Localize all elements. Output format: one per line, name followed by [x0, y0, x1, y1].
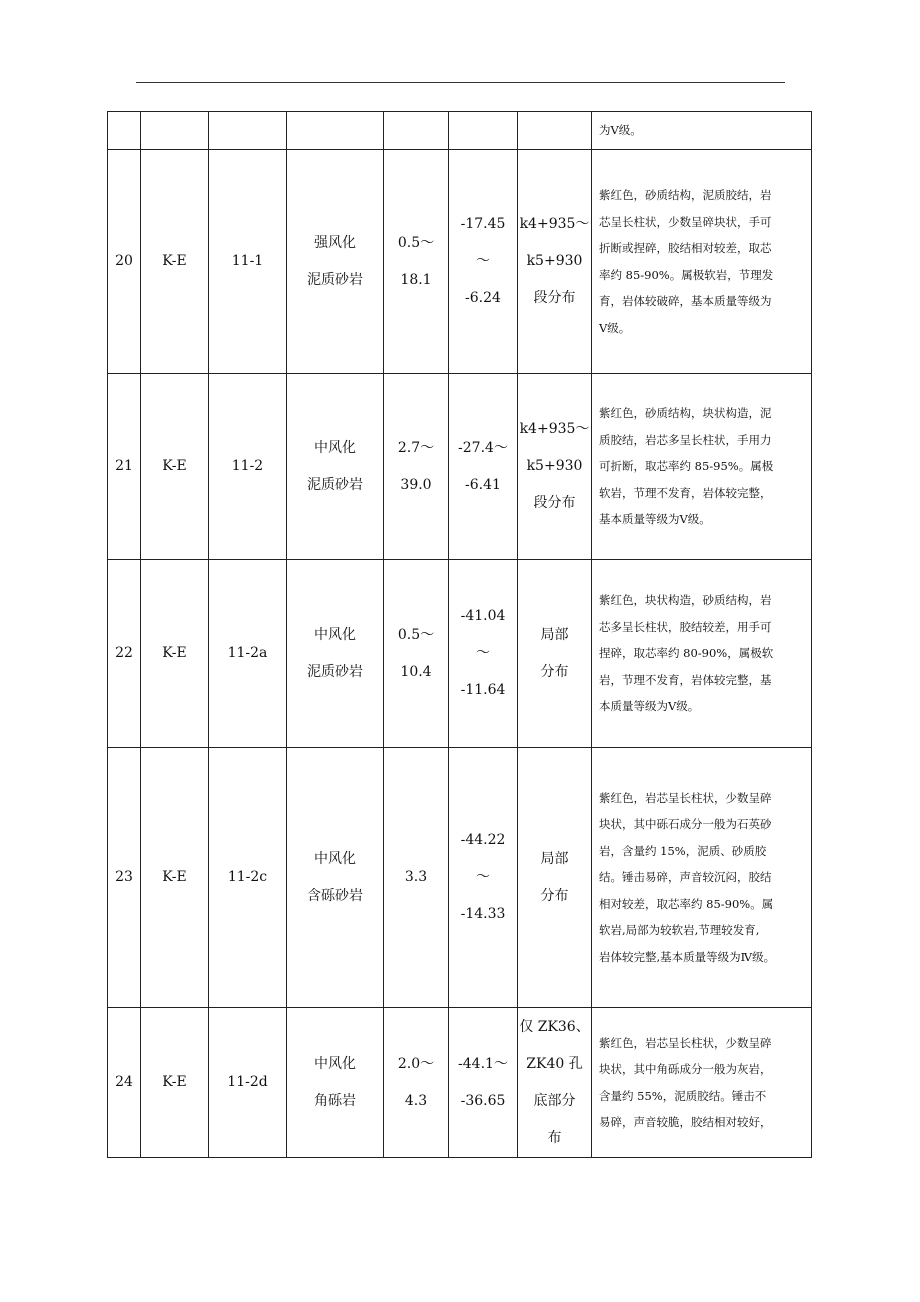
distribution-line: 段分布: [533, 290, 576, 306]
elevation-line: ～: [476, 869, 490, 885]
distribution-line: 分布: [540, 887, 569, 904]
elevation-cell: [449, 560, 518, 748]
description-line: 块状，其中角砾成分一般为灰岩，: [599, 1062, 772, 1076]
elevation-line: -14.33: [460, 906, 506, 922]
row-number-cell: 24: [108, 1008, 141, 1158]
distribution-cell: [518, 112, 592, 150]
table-row: [108, 112, 812, 150]
row-number-cell: 20: [108, 150, 141, 374]
description-line: 质胶结，岩芯多呈长柱状，手用力: [599, 432, 772, 447]
distribution-cell: [518, 748, 592, 1008]
description-line: 含量约 55%，泥质胶结。锤击不: [599, 1088, 767, 1103]
description-line: 为Ⅴ级。: [599, 123, 642, 138]
distribution-cell: [518, 374, 592, 560]
distribution-line: 布: [547, 1129, 562, 1146]
thickness-line: 2.7～: [397, 439, 435, 456]
distribution-line: k4+935～: [519, 216, 590, 232]
elevation-line: ～: [476, 645, 490, 661]
description-line: 基本质量等级为Ⅴ级。: [599, 512, 711, 527]
row-number-cell: 22: [108, 560, 141, 748]
description-line: 岩，含量约 15%，泥质、砂质胶: [599, 843, 767, 858]
description-line: 软岩，节理不发育，岩体较完整，: [599, 485, 772, 500]
elevation-cell: [449, 374, 518, 560]
thickness-line: 2.0～: [397, 1055, 435, 1072]
table-row: [108, 748, 812, 1008]
layer-number-cell: 11-2a: [209, 560, 287, 748]
row-number-cell: 21: [108, 374, 141, 560]
rock-name-cell: [287, 150, 384, 374]
distribution-line: 局部: [540, 850, 569, 867]
distribution-line: 底部分: [533, 1092, 576, 1109]
description-line: 岩体较完整,基本质量等级为Ⅳ级。: [599, 949, 776, 964]
description-cell: [592, 560, 812, 748]
description-line: 捏碎，取芯率约 80-90%，属极软: [599, 646, 774, 661]
thickness-line: 4.3: [404, 1092, 428, 1109]
description-line: 本质量等级为Ⅴ级。: [599, 699, 700, 714]
distribution-line: k5+930: [526, 253, 583, 269]
thickness-line: 0.5～: [397, 626, 435, 643]
description-line: 紫红色，砂质结构，块状构造，泥: [599, 406, 772, 421]
header-rule: [136, 82, 785, 83]
elevation-line: -11.64: [460, 682, 506, 698]
layer-number-cell: 11-2c: [209, 748, 287, 1008]
rock-name-line: 中风化: [314, 626, 356, 643]
elevation-cell: [449, 1008, 518, 1158]
layer-number-cell: [209, 112, 287, 150]
thickness-cell: [384, 150, 449, 374]
rock-name-line: 强风化: [314, 234, 356, 251]
elevation-line: -6.24: [465, 290, 501, 306]
thickness-line: 18.1: [400, 271, 432, 288]
elevation-line: -41.04: [460, 608, 506, 624]
description-line: 岩，节理不发育，岩体较完整，基: [599, 672, 772, 687]
rock-name-cell: [287, 112, 384, 150]
table-row: [108, 150, 812, 374]
description-line: 易碎，声音较脆，胶结相对较好，: [599, 1115, 772, 1129]
elevation-cell: [449, 748, 518, 1008]
rock-name-line: 中风化: [314, 439, 356, 456]
rock-name-line: 泥质砂岩: [307, 271, 363, 288]
distribution-line: 分布: [540, 663, 569, 680]
description-line: 紫红色，岩芯呈长柱状，少数呈碎: [599, 790, 772, 805]
row-number-cell: 23: [108, 748, 141, 1008]
rock-name-line: 泥质砂岩: [307, 476, 363, 493]
elevation-line: -17.45: [460, 216, 506, 232]
description-cell: [592, 112, 812, 150]
table-row: [108, 1008, 812, 1158]
description-line: 相对较差，取芯率约 85-90%。属: [599, 896, 774, 911]
distribution-line: 段分布: [533, 495, 576, 511]
distribution-cell: [518, 150, 592, 374]
description-line: 紫红色，砂质结构，泥质胶结，岩: [599, 188, 772, 202]
description-line: 结。锤击易碎，声音较沉闷，胶结: [599, 870, 772, 885]
rock-name-cell: [287, 374, 384, 560]
stratum-code-cell: K-E: [141, 1008, 209, 1158]
stratum-code-cell: K-E: [141, 560, 209, 748]
description-line: 紫红色，岩芯呈长柱状，少数呈碎: [599, 1035, 772, 1050]
elevation-line: -44.1～: [458, 1055, 508, 1072]
description-line: 芯多呈长柱状，胶结较差，用手可: [599, 619, 772, 634]
thickness-cell: [384, 560, 449, 748]
table-row: [108, 374, 812, 560]
row-number-cell: [108, 112, 141, 150]
thickness-cell: [384, 1008, 449, 1158]
thickness-line: 0.5～: [397, 234, 435, 251]
elevation-line: -44.22: [460, 832, 506, 848]
description-cell: [592, 1008, 812, 1158]
elevation-cell: [449, 150, 518, 374]
rock-name-line: 角砾岩: [314, 1092, 356, 1109]
rock-name-line: 泥质砂岩: [307, 663, 363, 680]
description-cell: [592, 374, 812, 560]
rock-name-cell: [287, 560, 384, 748]
elevation-cell: [449, 112, 518, 150]
layer-number-cell: 11-2d: [209, 1008, 287, 1158]
layer-number-cell: 11-2: [209, 374, 287, 560]
thickness-cell: [384, 374, 449, 560]
distribution-line: 局部: [540, 626, 569, 643]
rock-name-line: 中风化: [314, 850, 356, 867]
stratum-code-cell: K-E: [141, 374, 209, 560]
stratum-code-cell: K-E: [141, 150, 209, 374]
thickness-line: 3.3: [404, 869, 428, 885]
description-line: 可折断，取芯率约 85-95%。属极: [599, 459, 774, 474]
elevation-line: -6.41: [465, 476, 501, 493]
thickness-cell: [384, 112, 449, 150]
rock-name-line: 含砾砂岩: [307, 887, 363, 904]
description-line: 率约 85-90%。属极软岩，节理发: [599, 267, 774, 282]
description-line: 紫红色，块状构造，砂质结构，岩: [599, 593, 772, 608]
rock-name-line: 中风化: [314, 1055, 356, 1072]
stratum-code-cell: K-E: [141, 748, 209, 1008]
description-line: 软岩,局部为较软岩,节理较发育,: [599, 923, 760, 938]
description-cell: [592, 748, 812, 1008]
elevation-line: ～: [476, 253, 490, 269]
rock-layer-table: [107, 111, 812, 1158]
distribution-line: ZK40 孔: [526, 1055, 583, 1072]
table-row: [108, 560, 812, 748]
elevation-line: -36.65: [460, 1092, 506, 1109]
description-line: 块状，其中砾石成分一般为石英砂: [599, 817, 772, 832]
distribution-line: k4+935～: [519, 421, 590, 437]
stratum-code-cell: [141, 112, 209, 150]
description-cell: [592, 150, 812, 374]
description-line: 芯呈长柱状，少数呈碎块状，手可: [599, 214, 772, 229]
description-line: 折断或捏碎，胶结相对较差，取芯: [599, 241, 772, 255]
thickness-line: 39.0: [400, 476, 432, 493]
distribution-cell: [518, 1008, 592, 1158]
distribution-line: 仅 ZK36、: [519, 1018, 590, 1035]
rock-name-cell: [287, 748, 384, 1008]
distribution-cell: [518, 560, 592, 748]
rock-name-cell: [287, 1008, 384, 1158]
distribution-line: k5+930: [526, 458, 583, 474]
layer-number-cell: 11-1: [209, 150, 287, 374]
thickness-cell: [384, 748, 449, 1008]
elevation-line: -27.4～: [458, 439, 508, 456]
description-line: Ⅴ级。: [599, 320, 631, 335]
description-line: 育，岩体较破碎，基本质量等级为: [599, 294, 772, 308]
thickness-line: 10.4: [400, 663, 432, 680]
